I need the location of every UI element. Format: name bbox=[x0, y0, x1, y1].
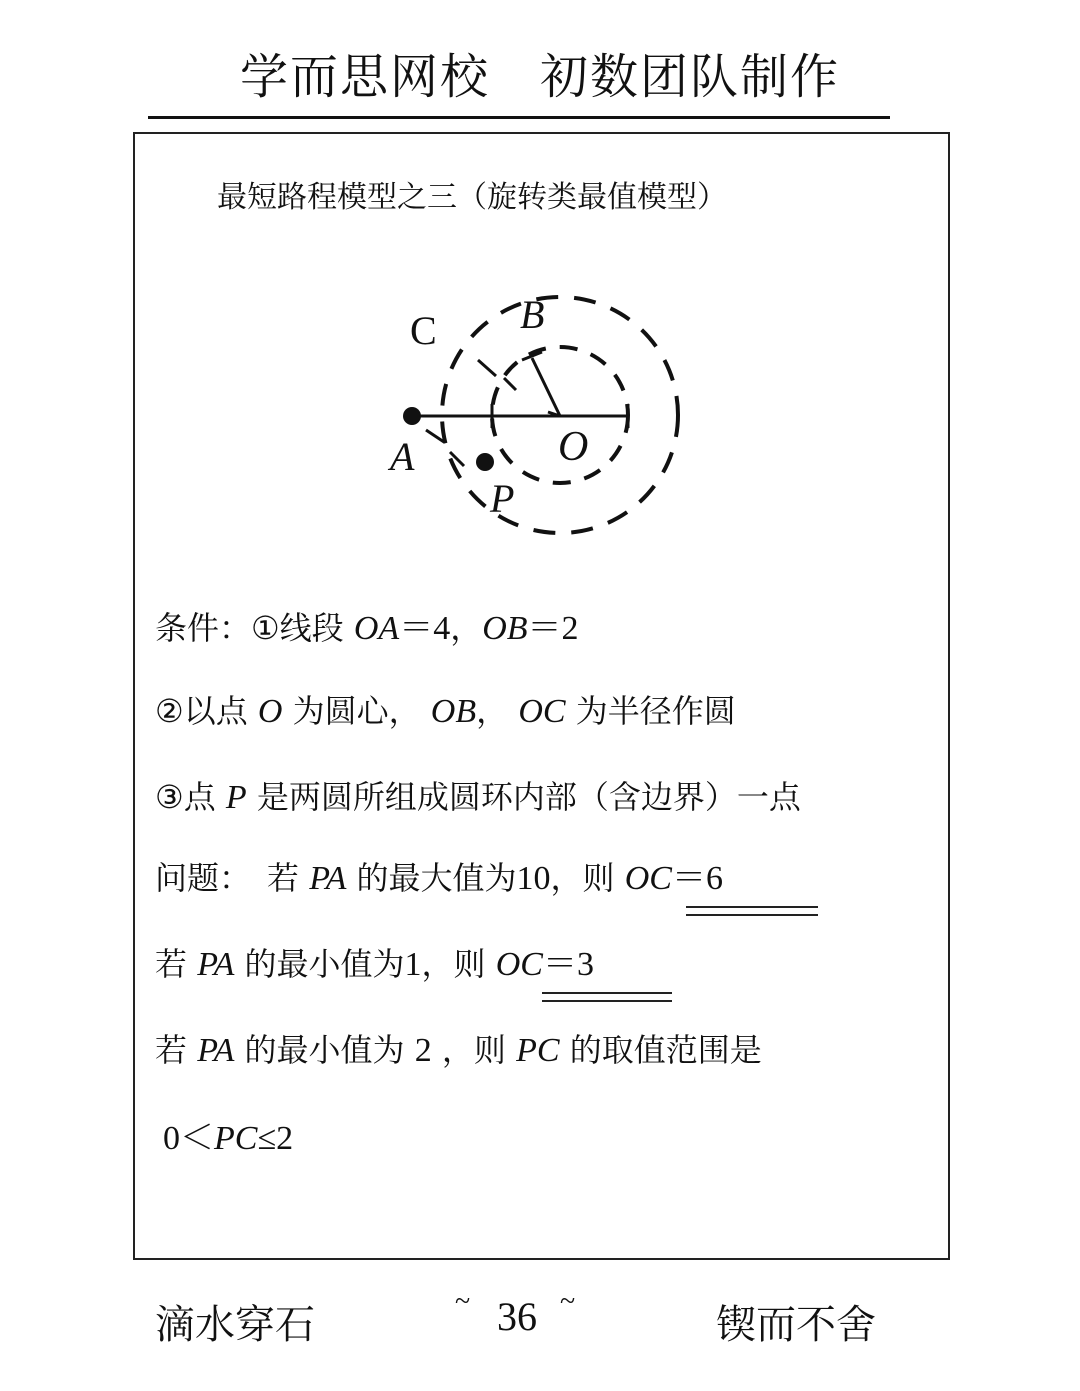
expr-oa: OA bbox=[353, 610, 400, 647]
expr-pc: PC bbox=[516, 1032, 560, 1069]
label-o: O bbox=[558, 424, 589, 470]
separator: ，则 bbox=[421, 945, 496, 983]
condition-line-1 bbox=[155, 600, 579, 649]
question-line-2 bbox=[155, 936, 594, 985]
separator: ，则 bbox=[431, 1031, 517, 1069]
question-line-1 bbox=[155, 850, 723, 899]
expr-oc: OC bbox=[518, 693, 566, 730]
footer-right-motto: 锲而不舍 bbox=[716, 1302, 876, 1348]
condition-3-prefix: ③点 bbox=[155, 778, 226, 816]
point-a bbox=[403, 407, 421, 425]
value-number: 10 bbox=[516, 860, 551, 897]
question-1-prefix: 问题： 若 bbox=[155, 859, 310, 897]
header-rule bbox=[148, 116, 890, 119]
expr-pa: PA bbox=[197, 946, 235, 983]
question-3-prefix: 若 bbox=[155, 1031, 198, 1069]
separator: ， bbox=[450, 609, 483, 647]
point-p bbox=[476, 453, 494, 471]
range-right: ≤2 bbox=[257, 1120, 294, 1157]
expr-oc: OC bbox=[624, 860, 672, 897]
label-c: C bbox=[410, 308, 437, 353]
condition-1-prefix: 条件：①线段 bbox=[155, 609, 354, 647]
value-ob: ＝2 bbox=[527, 610, 579, 647]
page-header-title: 学而思网校 初数团队制作 bbox=[239, 49, 840, 105]
question-1-mid: 的最大值为 bbox=[346, 859, 517, 897]
condition-line-2 bbox=[155, 686, 736, 732]
label-b: B bbox=[520, 292, 545, 337]
question-2-prefix: 若 bbox=[155, 945, 198, 983]
expr-o: O bbox=[257, 693, 283, 730]
condition-2-prefix: ②以点 bbox=[155, 692, 258, 730]
expr-pc: PC bbox=[214, 1120, 258, 1157]
condition-2-suffix: 为半径作圆 bbox=[565, 692, 736, 730]
value-number: 2 bbox=[414, 1032, 432, 1069]
label-a: A bbox=[390, 434, 415, 479]
answer-underline-2 bbox=[542, 992, 672, 1002]
answer-underline-1 bbox=[686, 906, 818, 916]
condition-2-mid: 为圆心， bbox=[282, 692, 431, 730]
separator: ， bbox=[476, 692, 519, 730]
question-line-3 bbox=[155, 1025, 762, 1071]
page-tilde-left: ~ bbox=[455, 1286, 471, 1317]
question-3-suffix: 的取值范围是 bbox=[559, 1031, 762, 1069]
value-oa: ＝4 bbox=[399, 610, 451, 647]
answer-oc: ＝3 bbox=[542, 946, 594, 983]
answer-oc: ＝6 bbox=[671, 860, 723, 897]
expr-oc: OC bbox=[495, 946, 543, 983]
footer-left-motto: 滴水穿石 bbox=[155, 1302, 315, 1348]
expr-pa: PA bbox=[197, 1032, 235, 1069]
page-tilde-right: ~ bbox=[560, 1286, 576, 1317]
range-left: 0＜ bbox=[163, 1120, 214, 1157]
question-2-mid: 的最小值为 bbox=[234, 945, 405, 983]
value-number: 1 bbox=[404, 946, 422, 983]
dash-ac bbox=[478, 360, 496, 376]
dash-ac-2 bbox=[504, 378, 516, 390]
expr-p: P bbox=[225, 779, 247, 816]
expr-pa: PA bbox=[309, 860, 347, 897]
rotation-model-figure bbox=[370, 280, 700, 550]
question-3-mid: 的最小值为 bbox=[234, 1031, 415, 1069]
page-number: 36 bbox=[497, 1294, 537, 1339]
condition-line-3 bbox=[155, 772, 801, 818]
expr-ob: OB bbox=[430, 693, 477, 730]
condition-3-suffix: 是两圆所组成圆环内部（含边界）一点 bbox=[246, 778, 801, 816]
separator: ，则 bbox=[550, 859, 625, 897]
expr-ob: OB bbox=[482, 610, 528, 647]
label-p: P bbox=[490, 476, 515, 521]
section-title: 最短路程模型之三（旋转类最值模型） bbox=[217, 180, 727, 215]
segment-ob bbox=[532, 358, 560, 416]
answer-range-line bbox=[163, 1110, 293, 1159]
